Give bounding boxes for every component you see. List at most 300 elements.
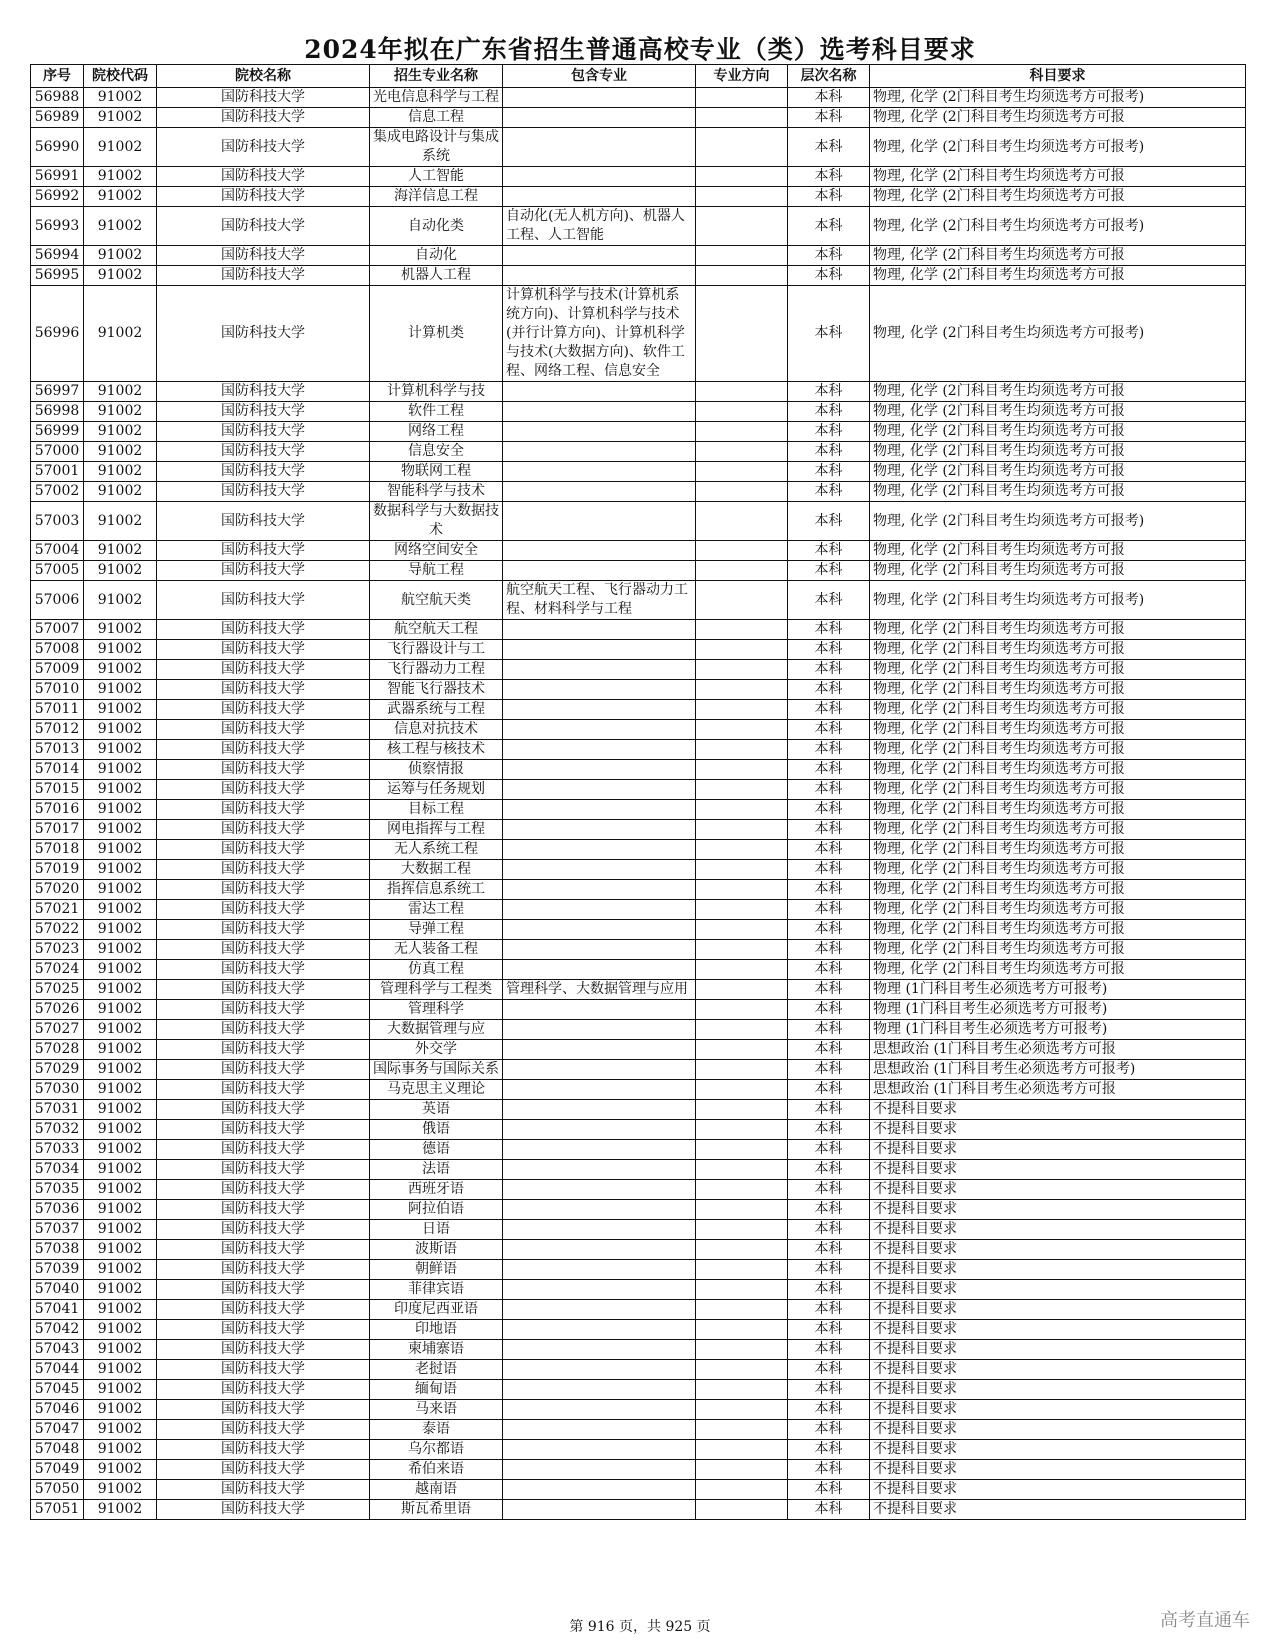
cell-subject-requirements: 不提科目要求 [870, 1360, 1246, 1380]
cell-subject-requirements: 物理, 化学 (2门科目考生均须选考方可报 [870, 541, 1246, 561]
cell-subject-requirements: 物理, 化学 (2门科目考生均须选考方可报 [870, 382, 1246, 402]
cell-school-name: 国防科技大学 [157, 402, 370, 422]
cell-major-direction [696, 1420, 788, 1440]
cell-included-majors [503, 1020, 696, 1040]
cell-subject-requirements: 不提科目要求 [870, 1420, 1246, 1440]
cell-school-code: 91002 [84, 840, 157, 860]
cell-major-direction [696, 1300, 788, 1320]
cell-school-name: 国防科技大学 [157, 840, 370, 860]
cell-subject-requirements: 物理, 化学 (2门科目考生均须选考方可报 [870, 482, 1246, 502]
cell-major-name: 武器系统与工程 [370, 700, 503, 720]
header-major-direction: 专业方向 [696, 65, 788, 88]
cell-subject-requirements: 物理, 化学 (2门科目考生均须选考方可报 [870, 900, 1246, 920]
cell-included-majors: 管理科学、大数据管理与应用 [503, 980, 696, 1000]
cell-seq: 57003 [31, 502, 84, 541]
cell-included-majors [503, 660, 696, 680]
table-row [31, 1500, 1246, 1520]
cell-major-direction [696, 980, 788, 1000]
cell-major-name: 信息安全 [370, 442, 503, 462]
table-row [31, 266, 1246, 286]
cell-school-code: 91002 [84, 581, 157, 620]
cell-level: 本科 [788, 1260, 870, 1280]
table-row [31, 760, 1246, 780]
cell-seq: 57010 [31, 680, 84, 700]
cell-seq: 56998 [31, 402, 84, 422]
cell-level: 本科 [788, 1340, 870, 1360]
table-row [31, 1380, 1246, 1400]
table-row [31, 720, 1246, 740]
cell-level: 本科 [788, 1000, 870, 1020]
cell-major-direction [696, 960, 788, 980]
cell-school-name: 国防科技大学 [157, 187, 370, 207]
cell-school-name: 国防科技大学 [157, 960, 370, 980]
cell-seq: 57024 [31, 960, 84, 980]
table-row [31, 880, 1246, 900]
cell-major-direction [696, 1480, 788, 1500]
cell-subject-requirements: 物理, 化学 (2门科目考生均须选考方可报 [870, 422, 1246, 442]
cell-school-name: 国防科技大学 [157, 1500, 370, 1520]
cell-subject-requirements: 不提科目要求 [870, 1300, 1246, 1320]
cell-level: 本科 [788, 1140, 870, 1160]
cell-school-code: 91002 [84, 128, 157, 167]
cell-major-direction [696, 1160, 788, 1180]
table-row [31, 382, 1246, 402]
cell-major-name: 俄语 [370, 1120, 503, 1140]
cell-included-majors [503, 840, 696, 860]
cell-school-name: 国防科技大学 [157, 1120, 370, 1140]
cell-included-majors [503, 1140, 696, 1160]
cell-major-name: 人工智能 [370, 167, 503, 187]
cell-major-direction [696, 1260, 788, 1280]
table-row [31, 581, 1246, 620]
cell-school-name: 国防科技大学 [157, 760, 370, 780]
cell-major-direction [696, 266, 788, 286]
table-row [31, 1120, 1246, 1140]
cell-seq: 57000 [31, 442, 84, 462]
cell-level: 本科 [788, 88, 870, 108]
cell-school-name: 国防科技大学 [157, 880, 370, 900]
cell-level: 本科 [788, 1400, 870, 1420]
cell-major-name: 软件工程 [370, 402, 503, 422]
cell-school-name: 国防科技大学 [157, 1360, 370, 1380]
cell-school-code: 91002 [84, 167, 157, 187]
cell-major-name: 无人系统工程 [370, 840, 503, 860]
cell-subject-requirements: 物理, 化学 (2门科目考生均须选考方可报 [870, 167, 1246, 187]
cell-major-direction [696, 1340, 788, 1360]
cell-major-direction [696, 760, 788, 780]
cell-included-majors [503, 700, 696, 720]
cell-subject-requirements: 物理, 化学 (2门科目考生均须选考方可报考) [870, 88, 1246, 108]
cell-subject-requirements: 物理, 化学 (2门科目考生均须选考方可报考) [870, 581, 1246, 620]
cell-major-name: 越南语 [370, 1480, 503, 1500]
cell-major-direction [696, 286, 788, 382]
cell-major-name: 机器人工程 [370, 266, 503, 286]
cell-major-direction [696, 840, 788, 860]
cell-school-name: 国防科技大学 [157, 482, 370, 502]
cell-school-name: 国防科技大学 [157, 1020, 370, 1040]
cell-subject-requirements: 物理, 化学 (2门科目考生均须选考方可报 [870, 108, 1246, 128]
cell-level: 本科 [788, 167, 870, 187]
cell-school-name: 国防科技大学 [157, 462, 370, 482]
cell-major-name: 马克思主义理论 [370, 1080, 503, 1100]
cell-subject-requirements: 物理, 化学 (2门科目考生均须选考方可报考) [870, 128, 1246, 167]
cell-level: 本科 [788, 740, 870, 760]
table-row [31, 1360, 1246, 1380]
cell-major-name: 导航工程 [370, 561, 503, 581]
cell-level: 本科 [788, 402, 870, 422]
cell-level: 本科 [788, 187, 870, 207]
header-subject-requirements: 科目要求 [870, 65, 1246, 88]
cell-level: 本科 [788, 820, 870, 840]
cell-seq: 57020 [31, 880, 84, 900]
cell-included-majors [503, 640, 696, 660]
table-row [31, 1280, 1246, 1300]
cell-school-name: 国防科技大学 [157, 108, 370, 128]
cell-school-code: 91002 [84, 108, 157, 128]
table-row [31, 1040, 1246, 1060]
cell-major-direction [696, 660, 788, 680]
cell-major-direction [696, 780, 788, 800]
cell-subject-requirements: 物理, 化学 (2门科目考生均须选考方可报 [870, 680, 1246, 700]
table-row [31, 1460, 1246, 1480]
table-row [31, 1020, 1246, 1040]
cell-subject-requirements: 不提科目要求 [870, 1480, 1246, 1500]
cell-level: 本科 [788, 1280, 870, 1300]
cell-seq: 57025 [31, 980, 84, 1000]
cell-major-name: 指挥信息系统工 [370, 880, 503, 900]
cell-seq: 57028 [31, 1040, 84, 1060]
table-row [31, 128, 1246, 167]
cell-major-name: 大数据工程 [370, 860, 503, 880]
cell-included-majors [503, 1240, 696, 1260]
cell-school-name: 国防科技大学 [157, 680, 370, 700]
cell-major-direction [696, 1460, 788, 1480]
cell-school-name: 国防科技大学 [157, 980, 370, 1000]
cell-school-name: 国防科技大学 [157, 581, 370, 620]
cell-major-name: 航空航天类 [370, 581, 503, 620]
cell-school-code: 91002 [84, 1260, 157, 1280]
cell-major-name: 目标工程 [370, 800, 503, 820]
cell-school-name: 国防科技大学 [157, 1100, 370, 1120]
cell-subject-requirements: 物理, 化学 (2门科目考生均须选考方可报 [870, 740, 1246, 760]
cell-subject-requirements: 不提科目要求 [870, 1240, 1246, 1260]
cell-major-name: 印地语 [370, 1320, 503, 1340]
cell-major-direction [696, 1500, 788, 1520]
cell-included-majors [503, 1280, 696, 1300]
cell-major-name: 老挝语 [370, 1360, 503, 1380]
table-row [31, 442, 1246, 462]
cell-subject-requirements: 思想政治 (1门科目考生必须选考方可报 [870, 1080, 1246, 1100]
cell-school-code: 91002 [84, 1420, 157, 1440]
cell-school-code: 91002 [84, 246, 157, 266]
table-row [31, 700, 1246, 720]
cell-subject-requirements: 物理, 化学 (2门科目考生均须选考方可报 [870, 640, 1246, 660]
cell-major-direction [696, 680, 788, 700]
cell-school-code: 91002 [84, 780, 157, 800]
cell-school-name: 国防科技大学 [157, 88, 370, 108]
cell-major-direction [696, 1200, 788, 1220]
cell-subject-requirements: 物理, 化学 (2门科目考生均须选考方可报 [870, 960, 1246, 980]
cell-major-direction [696, 1400, 788, 1420]
cell-school-name: 国防科技大学 [157, 128, 370, 167]
table-row [31, 462, 1246, 482]
cell-major-name: 海洋信息工程 [370, 187, 503, 207]
cell-subject-requirements: 物理, 化学 (2门科目考生均须选考方可报 [870, 840, 1246, 860]
cell-major-direction [696, 167, 788, 187]
cell-level: 本科 [788, 660, 870, 680]
cell-level: 本科 [788, 1160, 870, 1180]
cell-school-name: 国防科技大学 [157, 286, 370, 382]
cell-school-name: 国防科技大学 [157, 1260, 370, 1280]
cell-major-direction [696, 382, 788, 402]
cell-level: 本科 [788, 1500, 870, 1520]
cell-level: 本科 [788, 1220, 870, 1240]
cell-major-name: 物联网工程 [370, 462, 503, 482]
cell-included-majors [503, 1100, 696, 1120]
cell-school-name: 国防科技大学 [157, 1280, 370, 1300]
cell-seq: 57047 [31, 1420, 84, 1440]
cell-level: 本科 [788, 720, 870, 740]
cell-school-name: 国防科技大学 [157, 382, 370, 402]
table-row [31, 207, 1246, 246]
cell-subject-requirements: 物理, 化学 (2门科目考生均须选考方可报 [870, 920, 1246, 940]
cell-school-name: 国防科技大学 [157, 1180, 370, 1200]
cell-major-direction [696, 502, 788, 541]
cell-included-majors [503, 800, 696, 820]
cell-school-code: 91002 [84, 1320, 157, 1340]
cell-subject-requirements: 不提科目要求 [870, 1400, 1246, 1420]
cell-level: 本科 [788, 1060, 870, 1080]
cell-major-name: 智能飞行器技术 [370, 680, 503, 700]
cell-school-name: 国防科技大学 [157, 1000, 370, 1020]
table-row [31, 1340, 1246, 1360]
cell-school-code: 91002 [84, 1380, 157, 1400]
cell-school-code: 91002 [84, 760, 157, 780]
cell-school-name: 国防科技大学 [157, 1460, 370, 1480]
cell-major-name: 自动化类 [370, 207, 503, 246]
cell-major-direction [696, 920, 788, 940]
cell-included-majors [503, 167, 696, 187]
cell-major-direction [696, 581, 788, 620]
cell-included-majors [503, 1180, 696, 1200]
cell-seq: 56995 [31, 266, 84, 286]
cell-included-majors [503, 1220, 696, 1240]
cell-school-name: 国防科技大学 [157, 1320, 370, 1340]
table-row [31, 860, 1246, 880]
cell-school-code: 91002 [84, 402, 157, 422]
cell-level: 本科 [788, 1360, 870, 1380]
table-row [31, 980, 1246, 1000]
cell-school-name: 国防科技大学 [157, 1200, 370, 1220]
cell-level: 本科 [788, 640, 870, 660]
cell-included-majors [503, 720, 696, 740]
cell-seq: 57033 [31, 1140, 84, 1160]
cell-major-direction [696, 900, 788, 920]
cell-subject-requirements: 不提科目要求 [870, 1220, 1246, 1240]
cell-school-name: 国防科技大学 [157, 1440, 370, 1460]
cell-school-code: 91002 [84, 286, 157, 382]
cell-major-direction [696, 820, 788, 840]
cell-school-name: 国防科技大学 [157, 541, 370, 561]
cell-seq: 57049 [31, 1460, 84, 1480]
cell-subject-requirements: 物理, 化学 (2门科目考生均须选考方可报 [870, 402, 1246, 422]
cell-school-code: 91002 [84, 880, 157, 900]
cell-seq: 56991 [31, 167, 84, 187]
cell-seq: 57023 [31, 940, 84, 960]
cell-included-majors [503, 187, 696, 207]
cell-level: 本科 [788, 1320, 870, 1340]
cell-school-code: 91002 [84, 1060, 157, 1080]
cell-included-majors [503, 1500, 696, 1520]
table-row [31, 502, 1246, 541]
cell-subject-requirements: 物理, 化学 (2门科目考生均须选考方可报考) [870, 207, 1246, 246]
cell-major-direction [696, 640, 788, 660]
cell-school-code: 91002 [84, 1280, 157, 1300]
cell-level: 本科 [788, 581, 870, 620]
cell-school-code: 91002 [84, 422, 157, 442]
cell-seq: 57008 [31, 640, 84, 660]
cell-school-code: 91002 [84, 1360, 157, 1380]
cell-seq: 57048 [31, 1440, 84, 1460]
cell-major-name: 英语 [370, 1100, 503, 1120]
cell-seq: 57030 [31, 1080, 84, 1100]
cell-school-code: 91002 [84, 860, 157, 880]
cell-subject-requirements: 物理, 化学 (2门科目考生均须选考方可报 [870, 720, 1246, 740]
cell-school-code: 91002 [84, 1100, 157, 1120]
cell-level: 本科 [788, 760, 870, 780]
cell-subject-requirements: 不提科目要求 [870, 1100, 1246, 1120]
cell-major-direction [696, 1120, 788, 1140]
cell-school-code: 91002 [84, 920, 157, 940]
cell-subject-requirements: 物理, 化学 (2门科目考生均须选考方可报 [870, 700, 1246, 720]
header-major-name: 招生专业名称 [370, 65, 503, 88]
cell-level: 本科 [788, 108, 870, 128]
cell-seq: 57046 [31, 1400, 84, 1420]
cell-school-code: 91002 [84, 1080, 157, 1100]
cell-included-majors [503, 1440, 696, 1460]
cell-included-majors [503, 1040, 696, 1060]
table-row [31, 1480, 1246, 1500]
header-seq: 序号 [31, 65, 84, 88]
cell-subject-requirements: 物理, 化学 (2门科目考生均须选考方可报 [870, 462, 1246, 482]
cell-school-code: 91002 [84, 1000, 157, 1020]
cell-level: 本科 [788, 266, 870, 286]
cell-major-direction [696, 442, 788, 462]
table-row [31, 740, 1246, 760]
cell-school-name: 国防科技大学 [157, 266, 370, 286]
cell-major-name: 法语 [370, 1160, 503, 1180]
cell-subject-requirements: 物理, 化学 (2门科目考生均须选考方可报 [870, 246, 1246, 266]
cell-major-direction [696, 1060, 788, 1080]
cell-school-code: 91002 [84, 900, 157, 920]
cell-seq: 56988 [31, 88, 84, 108]
cell-school-code: 91002 [84, 800, 157, 820]
cell-included-majors [503, 760, 696, 780]
cell-school-code: 91002 [84, 1460, 157, 1480]
cell-school-name: 国防科技大学 [157, 800, 370, 820]
cell-level: 本科 [788, 1180, 870, 1200]
cell-included-majors [503, 541, 696, 561]
cell-level: 本科 [788, 207, 870, 246]
cell-major-name: 智能科学与技术 [370, 482, 503, 502]
cell-seq: 57004 [31, 541, 84, 561]
cell-level: 本科 [788, 900, 870, 920]
cell-major-direction [696, 88, 788, 108]
cell-major-direction [696, 402, 788, 422]
cell-major-name: 光电信息科学与工程 [370, 88, 503, 108]
cell-subject-requirements: 物理 (1门科目考生必须选考方可报考) [870, 1000, 1246, 1020]
cell-level: 本科 [788, 840, 870, 860]
table-row [31, 620, 1246, 640]
cell-level: 本科 [788, 462, 870, 482]
cell-level: 本科 [788, 1020, 870, 1040]
cell-major-name: 马来语 [370, 1400, 503, 1420]
cell-school-code: 91002 [84, 88, 157, 108]
cell-school-name: 国防科技大学 [157, 1400, 370, 1420]
cell-major-direction [696, 1440, 788, 1460]
cell-major-name: 希伯来语 [370, 1460, 503, 1480]
cell-major-direction [696, 1240, 788, 1260]
cell-major-name: 朝鲜语 [370, 1260, 503, 1280]
cell-included-majors [503, 1060, 696, 1080]
cell-school-name: 国防科技大学 [157, 640, 370, 660]
table-row [31, 1100, 1246, 1120]
cell-major-direction [696, 1380, 788, 1400]
table-row [31, 1200, 1246, 1220]
table-row [31, 1060, 1246, 1080]
cell-subject-requirements: 物理, 化学 (2门科目考生均须选考方可报 [870, 561, 1246, 581]
cell-level: 本科 [788, 1480, 870, 1500]
cell-seq: 56990 [31, 128, 84, 167]
table-row [31, 167, 1246, 187]
table-row [31, 1240, 1246, 1260]
cell-school-name: 国防科技大学 [157, 1060, 370, 1080]
cell-major-direction [696, 1220, 788, 1240]
cell-included-majors [503, 462, 696, 482]
cell-subject-requirements: 物理, 化学 (2门科目考生均须选考方可报 [870, 442, 1246, 462]
cell-seq: 57044 [31, 1360, 84, 1380]
cell-seq: 57042 [31, 1320, 84, 1340]
cell-school-name: 国防科技大学 [157, 1340, 370, 1360]
cell-level: 本科 [788, 880, 870, 900]
cell-major-direction [696, 1000, 788, 1020]
cell-included-majors [503, 442, 696, 462]
cell-major-direction [696, 1360, 788, 1380]
cell-level: 本科 [788, 1040, 870, 1060]
cell-major-name: 计算机类 [370, 286, 503, 382]
cell-subject-requirements: 物理, 化学 (2门科目考生均须选考方可报 [870, 880, 1246, 900]
cell-level: 本科 [788, 680, 870, 700]
cell-level: 本科 [788, 128, 870, 167]
cell-school-name: 国防科技大学 [157, 502, 370, 541]
cell-subject-requirements: 不提科目要求 [870, 1140, 1246, 1160]
cell-subject-requirements: 不提科目要求 [870, 1180, 1246, 1200]
cell-level: 本科 [788, 1240, 870, 1260]
cell-seq: 56993 [31, 207, 84, 246]
cell-school-name: 国防科技大学 [157, 1160, 370, 1180]
cell-level: 本科 [788, 920, 870, 940]
cell-school-name: 国防科技大学 [157, 561, 370, 581]
cell-school-code: 91002 [84, 561, 157, 581]
cell-school-code: 91002 [84, 680, 157, 700]
table-row [31, 900, 1246, 920]
cell-major-name: 西班牙语 [370, 1180, 503, 1200]
cell-school-name: 国防科技大学 [157, 920, 370, 940]
brand-watermark: 高考直通车 [1160, 1610, 1250, 1631]
cell-major-direction [696, 108, 788, 128]
table-row [31, 1320, 1246, 1340]
cell-level: 本科 [788, 286, 870, 382]
